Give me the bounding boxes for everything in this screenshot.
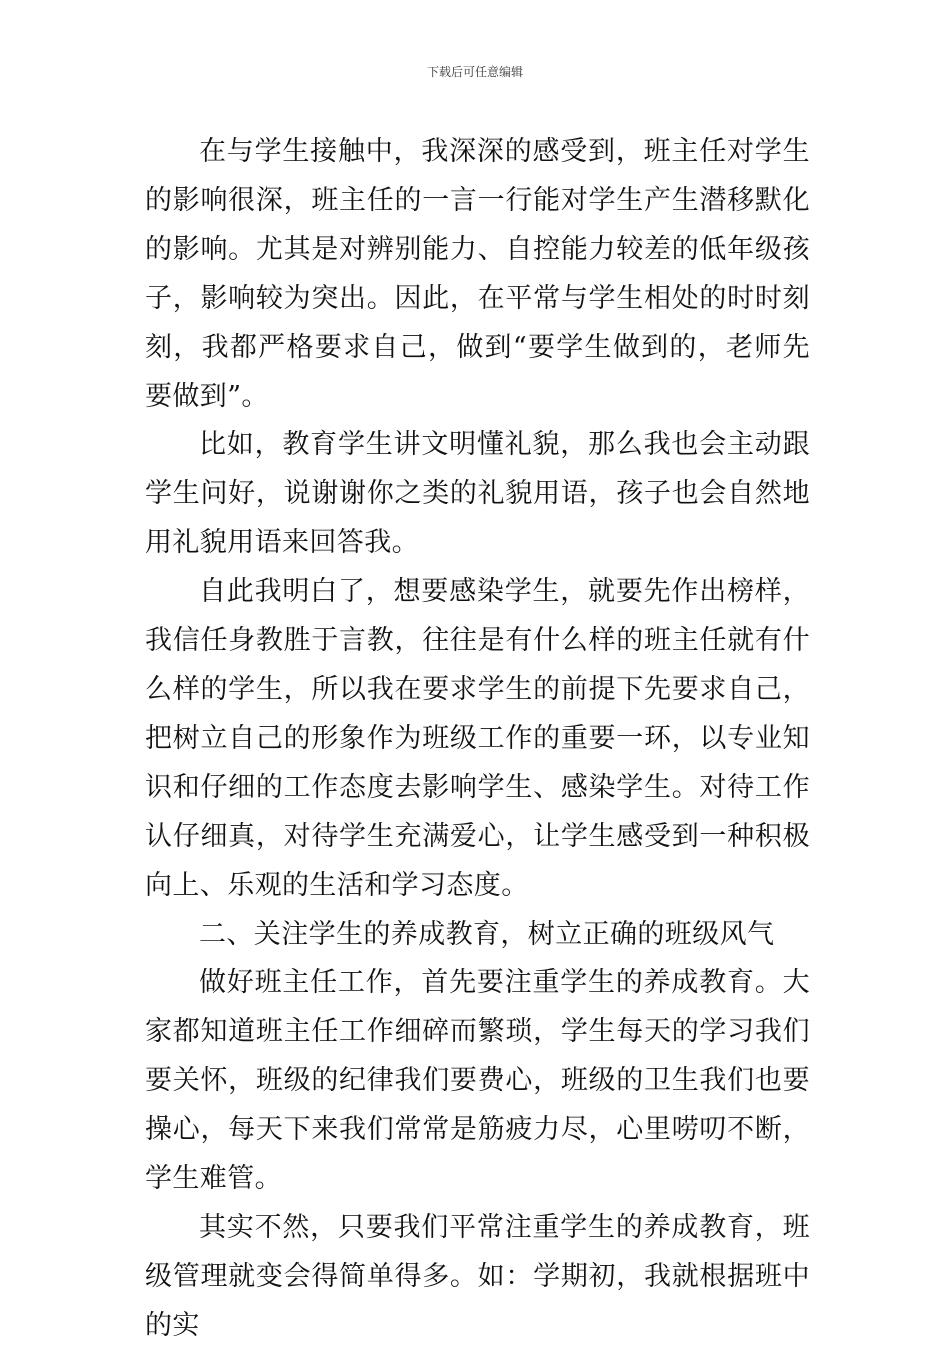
section-heading-habit-education: 二、关注学生的养成教育，树立正确的班级风气 [199,918,775,950]
paragraph-class-management: 其实不然，只要我们平常注重学生的养成教育，班级管理就变会得简单得多。如：学期初，我就根据班中的实 [145,1211,810,1341]
paragraph-role-model: 在与学生接触中，我深深的感受到，班主任对学生的影响很深，班主任的一言一行能对学生产生潜移默化的影响。尤其是对辨别能力、自控能力较差的低年级孩子，影响较为突出。因此，在平常与学生相处的时时刻刻，我都严格要求自己，做到“要学生做到的，老师先要做到”。 [145,136,810,412]
paragraph-lead-by-example: 自此我明白了，想要感染学生，就要先作出榜样，我信任身教胜于言教，往往是有什么样的班主任就有什么样的学生，所以我在要求学生的前提下先要求自己，把树立自己的形象作为班级工作的重要一环，以专业知识和仔细的工作态度去影响学生、感染学生。对待工作认仔细真，对待学生充满爱心，让学生感受到一种积极向上、乐观的生活和学习态度。 [145,576,810,901]
paragraph-politeness-example: 比如，教育学生讲文明懂礼貌，那么我也会主动跟学生问好，说谢谢你之类的礼貌用语，孩子也会自然地用礼貌用语来回答我。 [145,429,810,559]
paragraph-habit-education: 做好班主任工作，首先要注重学生的养成教育。大家都知道班主任工作细碎而繁琐，学生每天的学习我们要关怀，班级的纪律我们要费心，班级的卫生我们也要操心，每天下来我们常常是筋疲力尽，心里唠叨不断，学生难管。 [145,967,810,1195]
document-body [145,128,810,1351]
page-header: 下载后可任意编辑 [426,65,523,79]
